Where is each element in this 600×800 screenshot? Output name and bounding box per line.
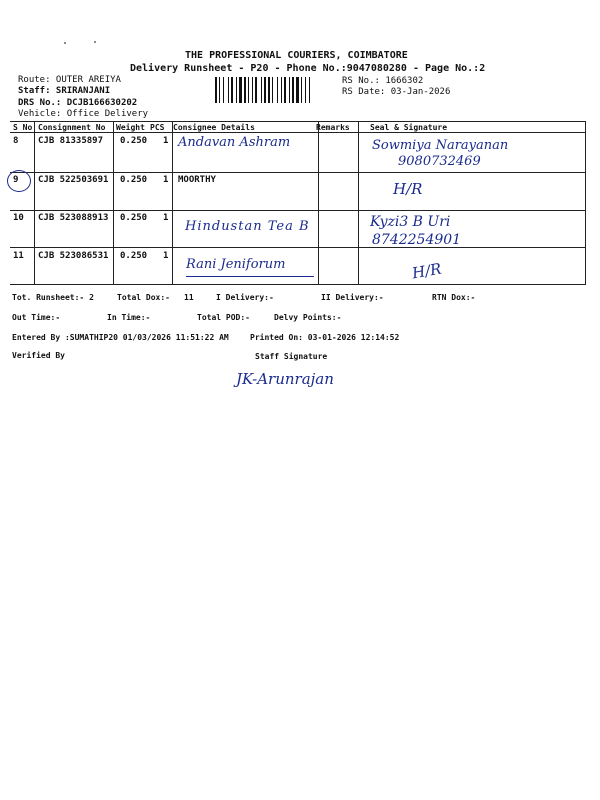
barcode-bar xyxy=(239,77,242,103)
delvy-points: Delvy Points:- xyxy=(274,313,342,322)
barcode-bar xyxy=(223,77,224,103)
barcode-bar xyxy=(244,77,246,103)
row-consignment: CJB 81335897 xyxy=(38,136,104,146)
ii-delivery: II Delivery:- xyxy=(321,293,384,302)
column-divider xyxy=(113,121,114,284)
column-divider xyxy=(34,121,35,284)
rtn-dox: RTN Dox:- xyxy=(432,293,476,302)
header-sno: S No xyxy=(13,123,33,132)
total-dox-value: 11 xyxy=(184,293,194,302)
row-consignee: MOORTHY xyxy=(178,175,216,185)
barcode-bar xyxy=(255,77,257,103)
row-weight: 0.250 xyxy=(120,213,148,223)
barcode-bar xyxy=(301,77,302,103)
vehicle-label: Vehicle: Office Delivery xyxy=(18,109,149,119)
barcode-bar xyxy=(309,77,310,103)
barcode-bar xyxy=(281,77,282,103)
verified-by: Verified By xyxy=(12,351,65,360)
runsheet-title: Delivery Runsheet - P20 - Phone No.:9047080280 - Page No.:2 xyxy=(130,63,486,74)
row-signature: H/R xyxy=(410,259,443,283)
header-consignee: Consignee Details xyxy=(173,123,255,132)
barcode-bar xyxy=(252,77,253,103)
route-label: Route: OUTER AREIYA xyxy=(18,75,121,85)
barcode-bar xyxy=(277,77,278,103)
column-divider xyxy=(172,121,173,284)
barcode-bar xyxy=(248,77,249,103)
row-consignee-handwritten: Rani Jeniforum xyxy=(186,257,286,272)
barcode-bar xyxy=(219,77,220,103)
barcode-bar xyxy=(305,77,306,103)
row-consignment: CJB 523086531 xyxy=(38,251,109,261)
row-consignee-handwritten: Hindustan Tea B xyxy=(185,219,310,234)
staff-signature-handwritten: JK-Arunrajan xyxy=(236,370,334,388)
header-weight: Weight xyxy=(116,123,145,132)
row-consignment: CJB 522503691 xyxy=(38,175,109,185)
out-time: Out Time:- xyxy=(12,313,61,322)
barcode-bar xyxy=(284,77,286,103)
column-divider xyxy=(585,121,586,284)
table-top-border xyxy=(10,121,586,122)
table-bottom-border xyxy=(10,284,586,285)
row-sno: 11 xyxy=(13,251,24,261)
rs-date: RS Date: 03-Jan-2026 xyxy=(342,87,451,97)
barcode-bar xyxy=(236,77,237,103)
barcode-bar xyxy=(261,77,262,103)
company-name: THE PROFESSIONAL COURIERS, COIMBATORE xyxy=(185,50,408,61)
row-sno: 8 xyxy=(13,136,19,146)
row-signature-phone: 9080732469 xyxy=(398,154,481,169)
barcode-bar xyxy=(289,77,290,103)
barcode-bar xyxy=(228,77,229,103)
barcode-bar xyxy=(292,77,294,103)
entered-by: Entered By :SUMATHIP20 01/03/2026 11:51:22 AM xyxy=(12,333,229,342)
barcode-bar xyxy=(264,77,266,103)
staff-signature-label: Staff Signature xyxy=(255,352,328,361)
drs-number: DRS No.: DCJB166630202 xyxy=(18,98,138,108)
staff-label: Staff: SRIRANJANI xyxy=(18,86,111,96)
header-consignment: Consignment No xyxy=(38,123,106,132)
row-pcs: 1 xyxy=(163,251,169,261)
total-pod: Total POD:- xyxy=(197,313,250,322)
row-consignment: CJB 523088913 xyxy=(38,213,109,223)
row-weight: 0.250 xyxy=(120,251,148,261)
barcode xyxy=(215,77,339,103)
tot-runsheet: Tot. Runsheet:- 2 xyxy=(12,293,94,302)
header-seal: Seal & Signature xyxy=(370,123,448,132)
barcode-bar xyxy=(296,77,299,103)
header-pcs: PCS xyxy=(150,123,165,132)
rs-number: RS No.: 1666302 xyxy=(342,76,424,86)
table-row-divider xyxy=(10,172,586,173)
row-weight: 0.250 xyxy=(120,136,148,146)
total-dox-label: Total Dox:- xyxy=(117,293,170,302)
column-divider xyxy=(318,121,319,284)
row-pcs: 1 xyxy=(163,136,169,146)
row-signature: Sowmiya Narayanan xyxy=(372,138,509,153)
row-pcs: 1 xyxy=(163,213,169,223)
printed-on: Printed On: 03-01-2026 12:14:52 xyxy=(250,333,400,342)
barcode-bar xyxy=(272,77,273,103)
i-delivery: I Delivery:- xyxy=(216,293,274,302)
row-pcs: 1 xyxy=(163,175,169,185)
header-remarks: Remarks xyxy=(316,123,350,132)
row-consignee-handwritten: Andavan Ashram xyxy=(178,135,291,150)
scan-speck xyxy=(64,42,66,44)
scan-speck xyxy=(94,41,96,43)
barcode-bar xyxy=(215,77,217,103)
row-signature-phone: 8742254901 xyxy=(372,232,462,248)
in-time: In Time:- xyxy=(107,313,151,322)
row-sno: 9 xyxy=(13,175,19,185)
row-weight: 0.250 xyxy=(120,175,148,185)
table-row-divider xyxy=(10,210,586,211)
barcode-bar xyxy=(268,77,270,103)
row-circle-mark xyxy=(7,170,31,192)
handwritten-underline xyxy=(186,276,314,277)
row-signature: Kyzi3 B Uri xyxy=(370,214,451,230)
barcode-bar xyxy=(231,77,233,103)
table-row-divider xyxy=(10,247,586,248)
row-signature: H/R xyxy=(393,180,423,198)
table-header-border xyxy=(10,132,586,133)
column-divider xyxy=(358,121,359,284)
row-sno: 10 xyxy=(13,213,24,223)
